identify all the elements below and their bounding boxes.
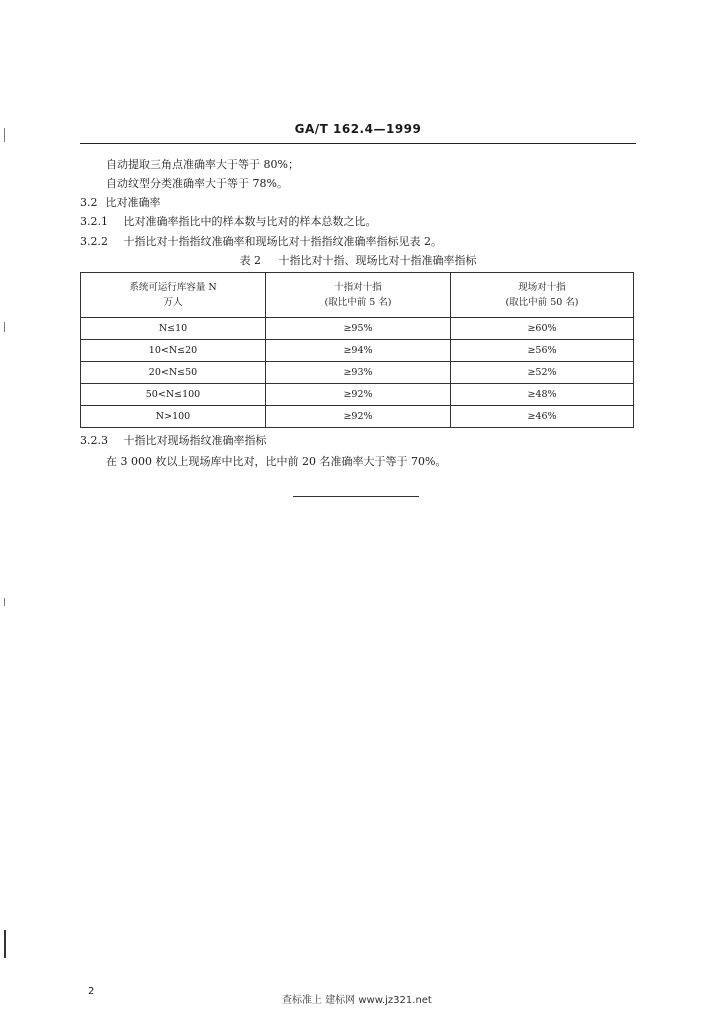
section-number: 3.2.2 [80,235,108,248]
cell-ten-print: ≥95% [266,318,451,340]
cell-capacity: N>100 [81,406,266,428]
body-line-pattern-classification: 自动纹型分类准确率大于等于 78%。 [106,177,288,190]
standard-code-header: GA/T 162.4—1999 [294,122,422,136]
scan-margin-mark [4,930,6,958]
table-row [81,362,634,384]
body-line-triangle-point: 自动提取三角点准确率大于等于 80%； [106,158,299,171]
cell-ten-print: ≥92% [266,384,451,406]
cell-capacity: N≤10 [81,318,266,340]
section-text: 比对准确率指比中的样本数与比对的样本总数之比。 [123,215,377,228]
header-ten-print-line1: 十指对十指 [334,282,382,293]
section-text: 十指比对十指指纹准确率和现场比对十指指纹准确率指标见表 2。 [123,235,442,248]
header-latent-line1: 现场对十指 [518,282,566,293]
table-header-row [81,273,634,318]
cell-ten-print: ≥92% [266,406,451,428]
cell-capacity: 20<N≤50 [81,362,266,384]
scan-margin-mark [4,598,5,606]
table-row [81,406,634,428]
cell-latent: ≥52% [451,362,634,384]
end-of-section-rule [293,496,419,497]
cell-latent: ≥56% [451,340,634,362]
section-3-2-2 [80,235,442,249]
header-ten-print-line2: (取比中前 5 名) [324,297,392,308]
table-caption-label: 表 2 [239,254,261,267]
header-capacity-line2: 万人 [163,297,183,308]
scan-margin-mark [4,322,5,332]
cell-latent: ≥46% [451,406,634,428]
table-row [81,340,634,362]
cell-latent: ≥48% [451,384,634,406]
header-latent-to-ten-print [451,273,634,318]
table-row [81,384,634,406]
section-number: 3.2 [80,196,98,209]
table-caption-title: 十指比对十指、现场比对十指准确率指标 [278,254,477,267]
table-row [81,318,634,340]
cell-ten-print: ≥93% [266,362,451,384]
cell-latent: ≥60% [451,318,634,340]
table-caption [80,254,636,268]
section-3-2 [80,196,161,210]
cell-capacity: 10<N≤20 [81,340,266,362]
scan-margin-mark [4,128,5,142]
section-3-2-3-body: 在 3 000 枚以上现场库中比对，比中前 20 名准确率大于等于 70%。 [106,455,447,468]
cell-capacity: 50<N≤100 [81,384,266,406]
cell-ten-print: ≥94% [266,340,451,362]
header-ten-print-to-ten-print [266,273,451,318]
site-watermark: 查标准上 建标网 www.jz321.net [282,995,432,1006]
section-title: 十指比对现场指纹准确率指标 [123,434,267,447]
section-number: 3.2.3 [80,434,108,447]
header-capacity [81,273,266,318]
section-3-2-1 [80,215,377,229]
section-number: 3.2.1 [80,215,108,228]
header-latent-line2: (取比中前 50 名) [505,297,579,308]
section-title: 比对准确率 [105,196,161,209]
header-capacity-line1: 系统可运行库容量 N [129,282,217,293]
page-number: 2 [88,986,95,997]
section-3-2-3 [80,434,267,448]
header-rule [80,143,636,144]
accuracy-table [80,272,634,428]
